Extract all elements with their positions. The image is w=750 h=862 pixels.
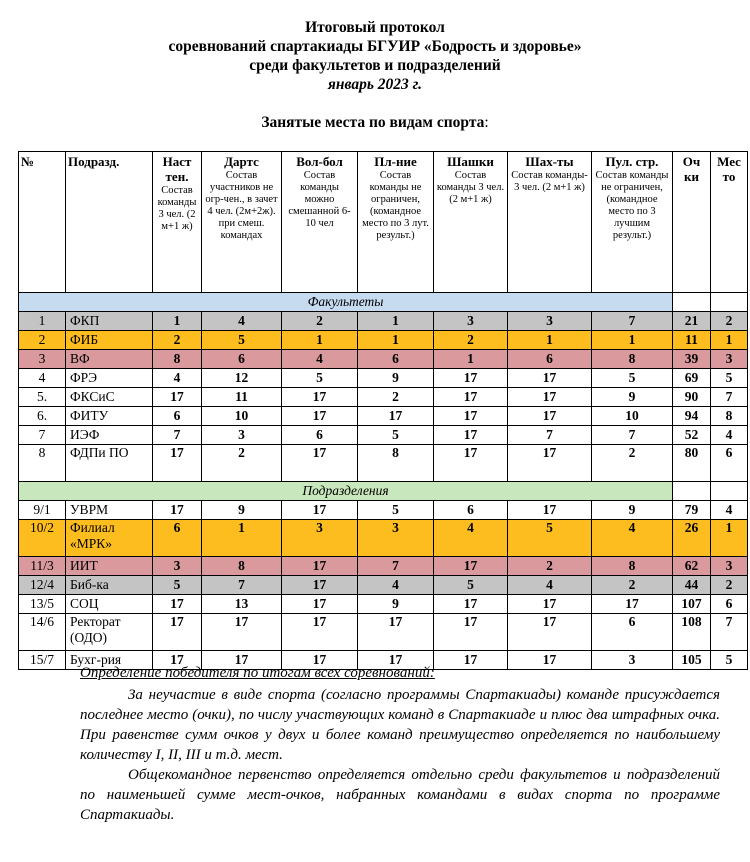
results-table: [18, 151, 748, 670]
final-place: 2: [711, 312, 748, 331]
total-points: 44: [673, 576, 711, 595]
sport-place: 17: [282, 501, 358, 520]
empty-cell: [711, 293, 748, 312]
column-title: Вол-бол: [296, 154, 343, 169]
row-number: 12/4: [19, 576, 66, 595]
column-title: Наст тен.: [162, 154, 192, 184]
unit-name: ФКП: [66, 312, 153, 331]
sport-place: 17: [282, 388, 358, 407]
total-points: 94: [673, 407, 711, 426]
total-points: 69: [673, 369, 711, 388]
sport-place: 8: [592, 557, 673, 576]
final-place: 6: [711, 595, 748, 614]
total-points: 26: [673, 520, 711, 557]
total-points: 39: [673, 350, 711, 369]
final-place: 8: [711, 407, 748, 426]
sport-place: 17: [202, 614, 282, 651]
sport-place: 6: [592, 614, 673, 651]
sport-place: 17: [434, 445, 508, 482]
column-header: [202, 152, 282, 293]
winner-rules: [80, 663, 720, 825]
section-row: [19, 482, 748, 501]
sport-place: 17: [282, 557, 358, 576]
total-points: 80: [673, 445, 711, 482]
total-points: 52: [673, 426, 711, 445]
final-place: 6: [711, 445, 748, 482]
sport-place: 17: [282, 651, 358, 670]
column-title: Оч ки: [682, 154, 701, 184]
sport-place: 9: [358, 595, 434, 614]
sport-place: 10: [592, 407, 673, 426]
sport-place: 4: [434, 520, 508, 557]
sport-place: 17: [282, 407, 358, 426]
row-number: 4: [19, 369, 66, 388]
sport-place: 8: [153, 350, 202, 369]
unit-name: СОЦ: [66, 595, 153, 614]
total-points: 79: [673, 501, 711, 520]
total-points: 11: [673, 331, 711, 350]
column-title: Пл-ние: [374, 154, 417, 169]
sport-place: 7: [508, 426, 592, 445]
column-team-rule: Состав команды не ограничен, (командное место по 3 лут. результ.): [362, 170, 429, 241]
column-title: Шах-ты: [525, 154, 574, 169]
sport-place: 3: [358, 520, 434, 557]
column-title: №: [21, 154, 35, 169]
table-row: [19, 576, 748, 595]
total-points: 108: [673, 614, 711, 651]
column-team-rule: Состав команды можно смешанной 6-10 чел: [288, 170, 351, 229]
sport-place: 17: [508, 595, 592, 614]
empty-cell: [673, 293, 711, 312]
table-row: [19, 350, 748, 369]
sport-place: 17: [434, 557, 508, 576]
unit-name: УВРМ: [66, 501, 153, 520]
section-row: [19, 293, 748, 312]
column-header: [508, 152, 592, 293]
sport-place: 8: [592, 350, 673, 369]
sport-place: 6: [202, 350, 282, 369]
row-number: 14/6: [19, 614, 66, 651]
unit-name: ФДПи ПО: [66, 445, 153, 482]
sport-place: 5: [358, 426, 434, 445]
sport-place: 12: [202, 369, 282, 388]
sport-place: 17: [282, 576, 358, 595]
row-number: 5.: [19, 388, 66, 407]
unit-name: Бухг-рия: [66, 651, 153, 670]
sport-place: 6: [434, 501, 508, 520]
sport-place: 17: [153, 388, 202, 407]
unit-name: ВФ: [66, 350, 153, 369]
sport-place: 5: [508, 520, 592, 557]
unit-name: ФИБ: [66, 331, 153, 350]
protocol-header: [0, 0, 750, 94]
sport-place: 9: [358, 369, 434, 388]
sport-place: 5: [282, 369, 358, 388]
table-row: [19, 407, 748, 426]
final-place: 7: [711, 614, 748, 651]
column-title: Шашки: [447, 154, 494, 169]
sport-place: 17: [434, 595, 508, 614]
header-title: Итоговый протокол: [305, 19, 445, 36]
table-row: [19, 312, 748, 331]
sport-place: 17: [282, 614, 358, 651]
column-header: [434, 152, 508, 293]
header-date: январь 2023 г.: [327, 76, 423, 93]
row-number: 10/2: [19, 520, 66, 557]
rules-paragraph-1: За неучастие в виде спорта (согласно программы Спартакиады) команде присуждается последнее место (очки), по числу участвующих команд в Спартакиаде и плюс два штрафных очка. При равенстве сумм очков у двух и более команд преимущество определяется по наибольшему количеству I, II, III и т.д. мест.: [80, 687, 720, 763]
sport-place: 17: [282, 445, 358, 482]
unit-name: Ректорат (ОДО): [66, 614, 153, 651]
sport-place: 2: [153, 331, 202, 350]
table-row: [19, 595, 748, 614]
sport-place: 17: [434, 426, 508, 445]
sport-place: 17: [434, 369, 508, 388]
final-place: 4: [711, 501, 748, 520]
sport-place: 2: [358, 388, 434, 407]
sport-place: 17: [153, 501, 202, 520]
sport-place: 5: [202, 331, 282, 350]
column-header: [282, 152, 358, 293]
sport-place: 17: [153, 595, 202, 614]
unit-name: ФКСиС: [66, 388, 153, 407]
total-points: 90: [673, 388, 711, 407]
sport-place: 17: [358, 407, 434, 426]
sport-place: 17: [358, 651, 434, 670]
sport-place: 7: [592, 426, 673, 445]
sport-place: 1: [153, 312, 202, 331]
section-label: Подразделения: [19, 482, 673, 501]
column-header: [153, 152, 202, 293]
unit-name: ФИТУ: [66, 407, 153, 426]
table-row: [19, 369, 748, 388]
places-subheading: [0, 114, 750, 132]
column-header: [673, 152, 711, 293]
empty-cell: [711, 482, 748, 501]
column-header: [19, 152, 66, 293]
sport-place: 10: [202, 407, 282, 426]
sport-place: 1: [592, 331, 673, 350]
sport-place: 6: [153, 520, 202, 557]
row-number: 7: [19, 426, 66, 445]
sport-place: 17: [434, 614, 508, 651]
table-row: [19, 445, 748, 482]
final-place: 2: [711, 576, 748, 595]
column-team-rule: Состав команды 3 чел. (2 м+1 ж): [436, 170, 505, 205]
column-team-rule: Состав участников не огр-чен., в зачет 4 чел. (2м+2ж). при смеш. командах: [205, 170, 278, 241]
rules-paragraph-2: Общекомандное первенство определяется отдельно среди факультетов и подразделений по наименьшей сумме мест-очков, набранных командами в видах спорта по программе Спартакиады.: [80, 767, 720, 823]
subheading-colon: :: [484, 114, 489, 131]
sport-place: 6: [282, 426, 358, 445]
total-points: 105: [673, 651, 711, 670]
sport-place: 17: [508, 388, 592, 407]
sport-place: 4: [202, 312, 282, 331]
sport-place: 1: [358, 331, 434, 350]
final-place: 3: [711, 557, 748, 576]
total-points: 62: [673, 557, 711, 576]
final-place: 5: [711, 651, 748, 670]
sport-place: 6: [153, 407, 202, 426]
column-title: Дартс: [224, 154, 259, 169]
sport-place: 17: [282, 595, 358, 614]
sport-place: 4: [282, 350, 358, 369]
header-competition: соревнований спартакиады БГУИР «Бодрость и здоровье»: [168, 38, 582, 55]
sport-place: 9: [592, 501, 673, 520]
empty-cell: [673, 482, 711, 501]
sport-place: 17: [592, 595, 673, 614]
sport-place: 4: [358, 576, 434, 595]
sport-place: 11: [202, 388, 282, 407]
unit-name: ИЭФ: [66, 426, 153, 445]
final-place: 5: [711, 369, 748, 388]
sport-place: 2: [202, 445, 282, 482]
sport-place: 3: [202, 426, 282, 445]
table-body: [19, 293, 748, 670]
row-number: 8: [19, 445, 66, 482]
final-place: 3: [711, 350, 748, 369]
sport-place: 3: [592, 651, 673, 670]
sport-place: 4: [508, 576, 592, 595]
sport-place: 8: [202, 557, 282, 576]
total-points: 21: [673, 312, 711, 331]
sport-place: 1: [358, 312, 434, 331]
column-title: Подразд.: [68, 154, 120, 169]
row-number: 2: [19, 331, 66, 350]
sport-place: 7: [592, 312, 673, 331]
column-team-rule: Состав команды- 3 чел. (2 м+1 ж): [511, 170, 588, 193]
table-row: [19, 331, 748, 350]
sport-place: 2: [282, 312, 358, 331]
sport-place: 1: [508, 331, 592, 350]
sport-place: 8: [358, 445, 434, 482]
final-place: 1: [711, 331, 748, 350]
sport-place: 9: [202, 501, 282, 520]
sport-place: 17: [358, 614, 434, 651]
sport-place: 17: [434, 388, 508, 407]
sport-place: 4: [592, 520, 673, 557]
sport-place: 2: [508, 557, 592, 576]
sport-place: 17: [508, 501, 592, 520]
sport-place: 1: [202, 520, 282, 557]
sport-place: 7: [153, 426, 202, 445]
table-row: [19, 557, 748, 576]
final-place: 1: [711, 520, 748, 557]
sport-place: 17: [434, 407, 508, 426]
column-header: [592, 152, 673, 293]
sport-place: 5: [434, 576, 508, 595]
table-header-row: [19, 152, 748, 293]
table-row: [19, 426, 748, 445]
sport-place: 6: [508, 350, 592, 369]
column-team-rule: Состав команды 3 чел. (2 м+1 ж): [157, 185, 197, 232]
table-row: [19, 614, 748, 651]
sport-place: 17: [153, 651, 202, 670]
sport-place: 6: [358, 350, 434, 369]
sport-place: 17: [508, 614, 592, 651]
header-participants: среди факультетов и подразделений: [249, 57, 501, 74]
total-points: 107: [673, 595, 711, 614]
sport-place: 1: [434, 350, 508, 369]
sport-place: 5: [358, 501, 434, 520]
sport-place: 17: [508, 445, 592, 482]
sport-place: 1: [282, 331, 358, 350]
table-row: [19, 388, 748, 407]
row-number: 13/5: [19, 595, 66, 614]
sport-place: 2: [592, 445, 673, 482]
row-number: 9/1: [19, 501, 66, 520]
sport-place: 5: [153, 576, 202, 595]
sport-place: 17: [508, 369, 592, 388]
sport-place: 4: [153, 369, 202, 388]
sport-place: 7: [202, 576, 282, 595]
row-number: 1: [19, 312, 66, 331]
row-number: 3: [19, 350, 66, 369]
row-number: 15/7: [19, 651, 66, 670]
column-header: [66, 152, 153, 293]
column-header: [358, 152, 434, 293]
sport-place: 9: [592, 388, 673, 407]
sport-place: 17: [202, 651, 282, 670]
row-number: 6.: [19, 407, 66, 426]
column-title: Пул. стр.: [605, 154, 659, 169]
sport-place: 7: [358, 557, 434, 576]
unit-name: Биб-ка: [66, 576, 153, 595]
section-label: Факультеты: [19, 293, 673, 312]
rules-title: Определение победителя по итогам всех соревнований:: [80, 665, 435, 681]
sport-place: 17: [508, 651, 592, 670]
column-header: [711, 152, 748, 293]
sport-place: 2: [434, 331, 508, 350]
final-place: 4: [711, 426, 748, 445]
unit-name: ИИТ: [66, 557, 153, 576]
table-row: [19, 501, 748, 520]
final-place: 7: [711, 388, 748, 407]
column-team-rule: Состав команды не ограничен, (командное место по 3 лучшим результ.): [595, 170, 669, 241]
sport-place: 13: [202, 595, 282, 614]
sport-place: 17: [508, 407, 592, 426]
unit-name: Филиал «МРК»: [66, 520, 153, 557]
sport-place: 3: [434, 312, 508, 331]
sport-place: 17: [153, 614, 202, 651]
sport-place: 5: [592, 369, 673, 388]
subheading-text: Занятые места по видам спорта: [261, 114, 485, 131]
sport-place: 17: [434, 651, 508, 670]
column-title: Мес то: [717, 154, 741, 184]
sport-place: 3: [508, 312, 592, 331]
table-row: [19, 520, 748, 557]
row-number: 11/3: [19, 557, 66, 576]
sport-place: 17: [153, 445, 202, 482]
sport-place: 3: [153, 557, 202, 576]
sport-place: 3: [282, 520, 358, 557]
sport-place: 2: [592, 576, 673, 595]
unit-name: ФРЭ: [66, 369, 153, 388]
